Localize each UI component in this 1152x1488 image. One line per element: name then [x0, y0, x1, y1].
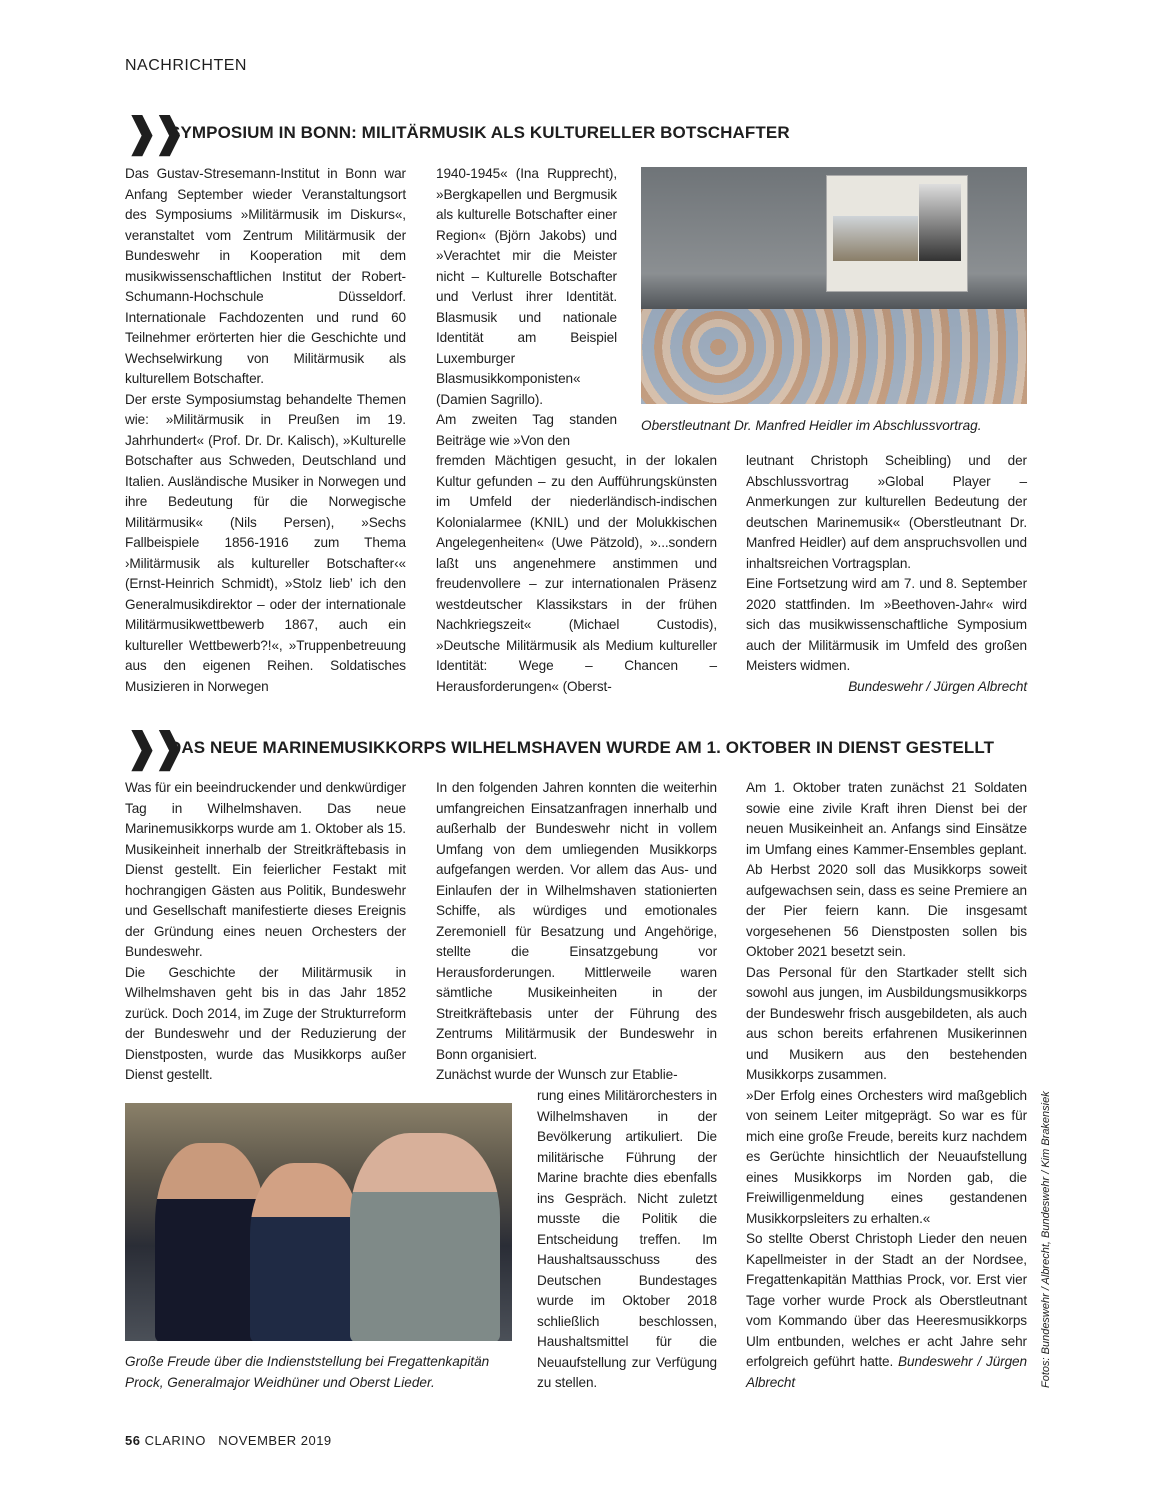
article2-column-2-top: [436, 778, 717, 1086]
paragraph: Was für ein beeindruckender und denkwürdiger Tag in Wilhelmshaven. Das neue Marinemusikkorps wurde am 1. Oktober als 15. Musikeinheit innerhalb der Streitkräftebasis in Dienst gestellt. Ein feierlicher Festakt mit hochrangigen Gästen aus Politik, Bundeswehr und Gesellschaft manifestierte dieses Ereignis der Gründung eines neuen Orchesters der Bundeswehr.: [125, 780, 406, 959]
paragraph: Zunächst wurde der Wunsch zur Etablie-: [436, 1067, 678, 1082]
paragraph: Das Gustav-Stresemann-Institut in Bonn war Anfang September wieder Veranstaltungsort des Symposiums »Militärmusik im Diskurs«, veranstaltet vom Zentrum Militärmusik der Bundeswehr in Kooperation mit dem musikwissenschaftlichen Institut der Robert-Schumann-Hochschule Düsseldorf. Internationale Fachdozenten und rund 60 Teilnehmer erörterten hier die Geschichte und Wechselwirkung von Militärmusik als kulturellem Botschafter.: [125, 166, 406, 386]
article1-headline: [125, 111, 790, 155]
article2-column-2-narrow: [537, 1086, 717, 1394]
double-chevron-icon: ❱❱: [125, 111, 181, 155]
commissioning-photo: [125, 1103, 512, 1341]
symposium-lecture-photo: [641, 167, 1027, 404]
projection-screen: [826, 175, 968, 292]
paragraph: Die Geschichte der Militärmusik in Wilhelmshaven geht bis in das Jahr 1852 zurück. Doch 2014, im Zuge der Strukturreform der Bundeswehr und der Reduzierung der Dienstposten, wurde das Musikkorps außer Dienst gestellt.: [125, 964, 406, 1082]
person: [250, 1163, 360, 1341]
article2-column-3: [746, 778, 1027, 1393]
paragraph: Am zweiten Tag standen Beiträge wie »Von den: [436, 412, 617, 448]
double-chevron-icon: ❱❱: [125, 726, 181, 770]
person: [155, 1143, 265, 1341]
paragraph: »Der Erfolg eines Orchesters wird maßgeblich von seinem Leiter mitgeprägt. So war es für mich eine große Freude, bereits kurz nachdem es Gerüchte hinsichtlich der Neuaufstellung eines Musikkorps im Norden gab, die Freiwilligenmeldung eines gestandenen Musikkorpsleiters zu erhalten.«: [746, 1087, 1027, 1226]
article2-title: DAS NEUE MARINEMUSIKKORPS WILHELMSHAVEN WURDE AM 1. OKTOBER IN DIENST GESTELLT: [169, 738, 995, 757]
page-footer: [125, 1433, 332, 1448]
paragraph: Eine Fortsetzung wird am 7. und 8. September 2020 stattfinden. Im »Beethoven-Jahr« wird sich das musikwissenschaftliche Symposium auch der Militärmusik im Umfeld des großen Meisters widmen.: [746, 576, 1027, 673]
article1-column-2-bottom: [436, 451, 717, 697]
photo-credit: Fotos: Bundeswehr / Albrecht, Bundeswehr / Kim Brakensiek: [1040, 1091, 1052, 1388]
page-number: 56: [125, 1433, 141, 1448]
paragraph: In den folgenden Jahren konnten die weiterhin umfangreichen Einsatzanfragen innerhalb und außerhalb der Bundeswehr nicht in vollem Umfang von dem umliegenden Musikkorps aufgefangen werden. Vor allem das Aus- und Einlaufen der in Wilhelmshaven stationierten Schiffe, als würdiges und emotionales Zeremoniell für Besatzung und Angehörige, stellte die Einsatzgebung vor Herausforderungen. Mittlerweile waren sämtliche Musikeinheiten in der Streitkräftebasis unter der Führung des Zentrums Militärmusik der Bundeswehr in Bonn organisiert.: [436, 780, 717, 1062]
article1-title: SYMPOSIUM IN BONN: MILITÄRMUSIK ALS KULTURELLER BOTSCHAFTER: [169, 123, 790, 142]
article2-column-1: [125, 778, 406, 1086]
article1-column-1: [125, 164, 406, 697]
person: [350, 1133, 500, 1341]
section-label: NACHRICHTEN: [125, 57, 247, 74]
issue-date: NOVEMBER 2019: [218, 1433, 332, 1448]
paragraph-text: So stellte Oberst Christoph Lieder den neuen Kapellmeister in der Stadt an der Nordsee, Fregattenkapitän Matthias Prock, vor. Erst vier Tage vorher wurde Prock als Oberstleutnant vom Kommando über das Heeresmusikkorps Ulm entbunden, welches er acht Jahre sehr erfolgreich geführt hatte.: [746, 1231, 1027, 1369]
article2-headline: [125, 726, 995, 770]
article1-column-2-top: [436, 164, 617, 451]
paragraph: rung eines Militärorchesters in Wilhelmshaven in der Bevölkerung artikuliert. Die militärische Führung der Marine brachte dies ebenfalls ins Gespräch. Nicht zuletzt musste die Politik die Entscheidung treffen. Im Haushaltsausschuss des Deutschen Bundestages wurde im Oktober 2018 schließlich beschlossen, Haushaltsmittel für die Neuaufstellung zur Verfügung zu stellen.: [537, 1088, 717, 1390]
magazine-name: CLARINO: [144, 1433, 206, 1448]
article1-photo-caption: Oberstleutnant Dr. Manfred Heidler im Abschlussvortrag.: [641, 418, 982, 433]
article2-photo-caption: Große Freude über die Indienststellung bei Fregattenkapitän Prock, Generalmajor Weidhüner und Oberst Lieder.: [125, 1354, 490, 1390]
paragraph: Das Personal für den Startkader stellt sich sowohl aus jungen, im Ausbildungsmusikkorps der Bundeswehr frisch ausgebildeten, als auch aus schon bereits erfahrenen Musikerinnen und Musikern aus den bestehenden Musikkorps zusammen.: [746, 964, 1027, 1082]
paragraph: leutnant Christoph Scheibling) und der Abschlussvortrag »Global Player – Anmerkungen zur kulturellen Bedeutung der deutschen Marinemusik« (Oberstleutnant Dr. Manfred Heidler) auf dem anspruchsvollen und inhaltsreichen Vortragsplan.: [746, 453, 1027, 571]
paragraph: 1940-1945« (Ina Rupprecht), »Bergkapellen und Bergmusik als kulturelle Botschafter einer Region« (Björn Jakobs) und »Verachtet mir die Meister nicht – Kulturelle Botschafter und Verlust ihrer Identität. Blasmusik und nationale Identität am Beispiel Luxemburger Blasmusikkomponisten« (Damien Sagrillo).: [436, 166, 617, 407]
paragraph: [746, 1229, 1027, 1393]
paragraph: Am 1. Oktober traten zunächst 21 Soldaten sowie eine zivile Kraft ihren Dienst bei der neuen Musikeinheit an. Anfangs sind Einsätze im Umfang eines Kammer-Ensembles geplant. Ab Herbst 2020 soll das Musikkorps soweit aufgewachsen sein, dass es seine Premiere an der Pier feiern kann. Die insgesamt vorgesehenen 56 Dienstposten sollen bis Oktober 2021 besetzt sein.: [746, 780, 1027, 959]
article1-column-3: [746, 451, 1027, 697]
paragraph: Der erste Symposiumstag behandelte Themen wie: »Militärmusik in Preußen im 19. Jahrhundert« (Prof. Dr. Dr. Kalisch), »Kulturelle Botschafter aus Schweden, Deutschland und Italien. Ausländische Musiker in Norwegen und ihre Bedeutung für die Norwegische Militärmusik« (Nils Persen), »Sechs Fallbeispiele 1856-1916 zum Thema ›Militärmusik als kultureller Botschafter‹« (Ernst-Heinrich Schmidt), »Stolz lieb’ ich den Generalmusikdirektor – oder der internationale Militärmusikwettbewerb 1867, auch ein kultureller Wettbewerb?!«, »Truppenbetreuung aus den eigenen Reihen. Soldatisches Musizieren in Norwegen: [125, 391, 406, 694]
article1-credit: Bundeswehr / Jürgen Albrecht: [848, 678, 1027, 694]
paragraph: fremden Mächtigen gesucht, in der lokalen Kultur gefunden – zu den Aufführungskünsten im Umfeld der niederländisch-indischen Kolonialarmee (KNIL) und der Molukkischen Angelegenheiten« (Uwe Pätzold), »...sondern laßt uns angenehmere anstimmen und freudenvollere – zur internationalen Präsenz westdeutscher Klassikstars in der frühen Nachkriegszeit« (Michael Custodis), »Deutsche Militärmusik als Medium kultureller Identität: Wege – Chancen – Herausforderungen« (Oberst-: [436, 453, 717, 694]
audience: [641, 309, 1027, 404]
article2-credit: Bundeswehr / Jürgen Albrecht: [746, 1354, 1027, 1390]
